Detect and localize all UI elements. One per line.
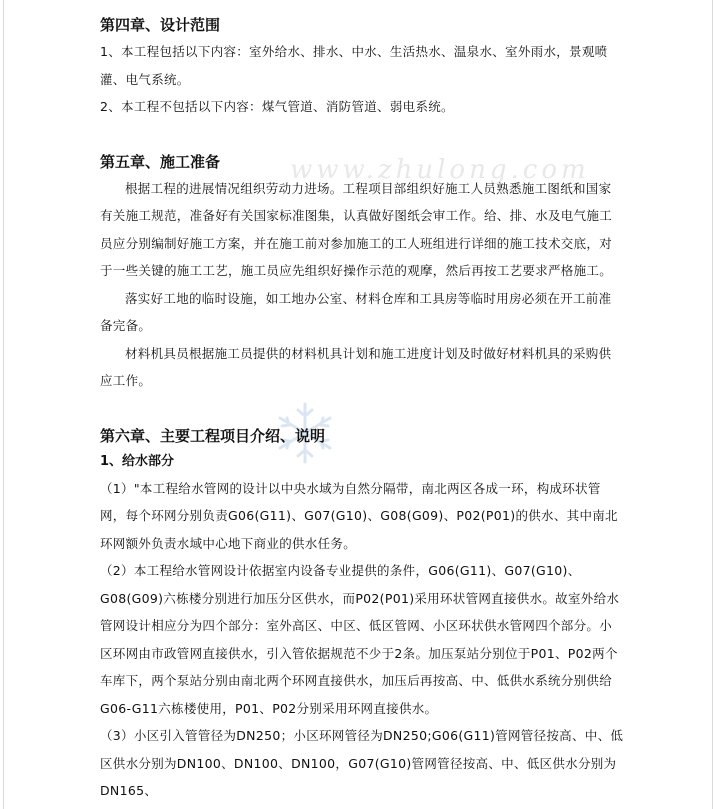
chapter6-paragraph-3: （3）小区引入管管径为DN250；小区环网管径为DN250;G06(G11)管网管径按高、中、低区供水分别为DN100、DN100、DN100，G07(G10)管网管径按高、中、低区供水分别为DN165、 — [100, 728, 624, 798]
spacer — [100, 121, 624, 149]
chapter6-paragraph-2: （2）本工程给水管网设计依据室内设备专业提供的条件，G06(G11)、G07(G10)、G08(G09)六栋楼分别进行加压分区供水，而P02(P01)采用环状管网直接供水。故室外给水管网设计相应分为四个部分：室外高区、中区、低区管网、小区环状供水管网四个部分。小区环网由市政管网直接供水，引入管依据规范不少于2条。加压泵站分别位于P01、P02两个车库下，两个泵站分别由南北两个环网直接供水，加压后再按高、中、低供水系统分别供给G06-G11六栋楼使用，P01、P02分别采用环网直接供水。 — [100, 563, 620, 716]
chapter4-item-2: 2、本工程不包括以下内容：煤气管道、消防管道、弱电系统。 — [100, 99, 454, 114]
spacer — [100, 395, 624, 423]
chapter4-item-1: 1、本工程包括以下内容：室外给水、排水、中水、生活热水、温泉水、室外雨水，景观喷灌、电气系统。 — [100, 44, 608, 87]
chapter5-title: 第五章、施工准备 — [100, 152, 221, 171]
chapter6-section1-title: 1、给水部分 — [100, 453, 175, 469]
watermark-text: www.zhulong.com — [290, 155, 590, 185]
chapter5-paragraph-2: 落实好工地的临时设施，如工地办公室、材料仓库和工具房等临时用房必须在开工前准备完备。 — [100, 290, 612, 333]
chapter4-title: 第四章、设计范围 — [100, 16, 221, 34]
chapter5-paragraph-1: 根据工程的进展情况组织劳动力进场。工程项目部组织好施工人员熟悉施工图纸和国家有关施工规范，准备好有关国家标准图集，认真做好图纸会审工作。给、排、水及电气施工员应分别编制好施工方案，并在施工前对参加施工的工人班组进行详细的施工技术交底，对于一些关键的施工工艺，施工员应先组织好操作示范的观摩，然后再按工艺要求严格施工。 — [100, 180, 613, 278]
chapter5-paragraph-3: 材料机具员根据施工员提供的材料机具计划和施工进度计划及时做好材料机具的采购供应工作。 — [100, 345, 612, 388]
chapter6-paragraph-1: （1）"本工程给水管网的设计以中央水域为自然分隔带，南北两区各成一环，构成环状管网，每个环网分别负责G06(G11)、G07(G10)、G08(G09)、P02(P01)的供水、其中南北环网额外负责水域中心地下商业的供水任务。 — [100, 480, 618, 551]
chapter6-title: 第六章、主要工程项目介绍、说明 — [100, 426, 326, 445]
